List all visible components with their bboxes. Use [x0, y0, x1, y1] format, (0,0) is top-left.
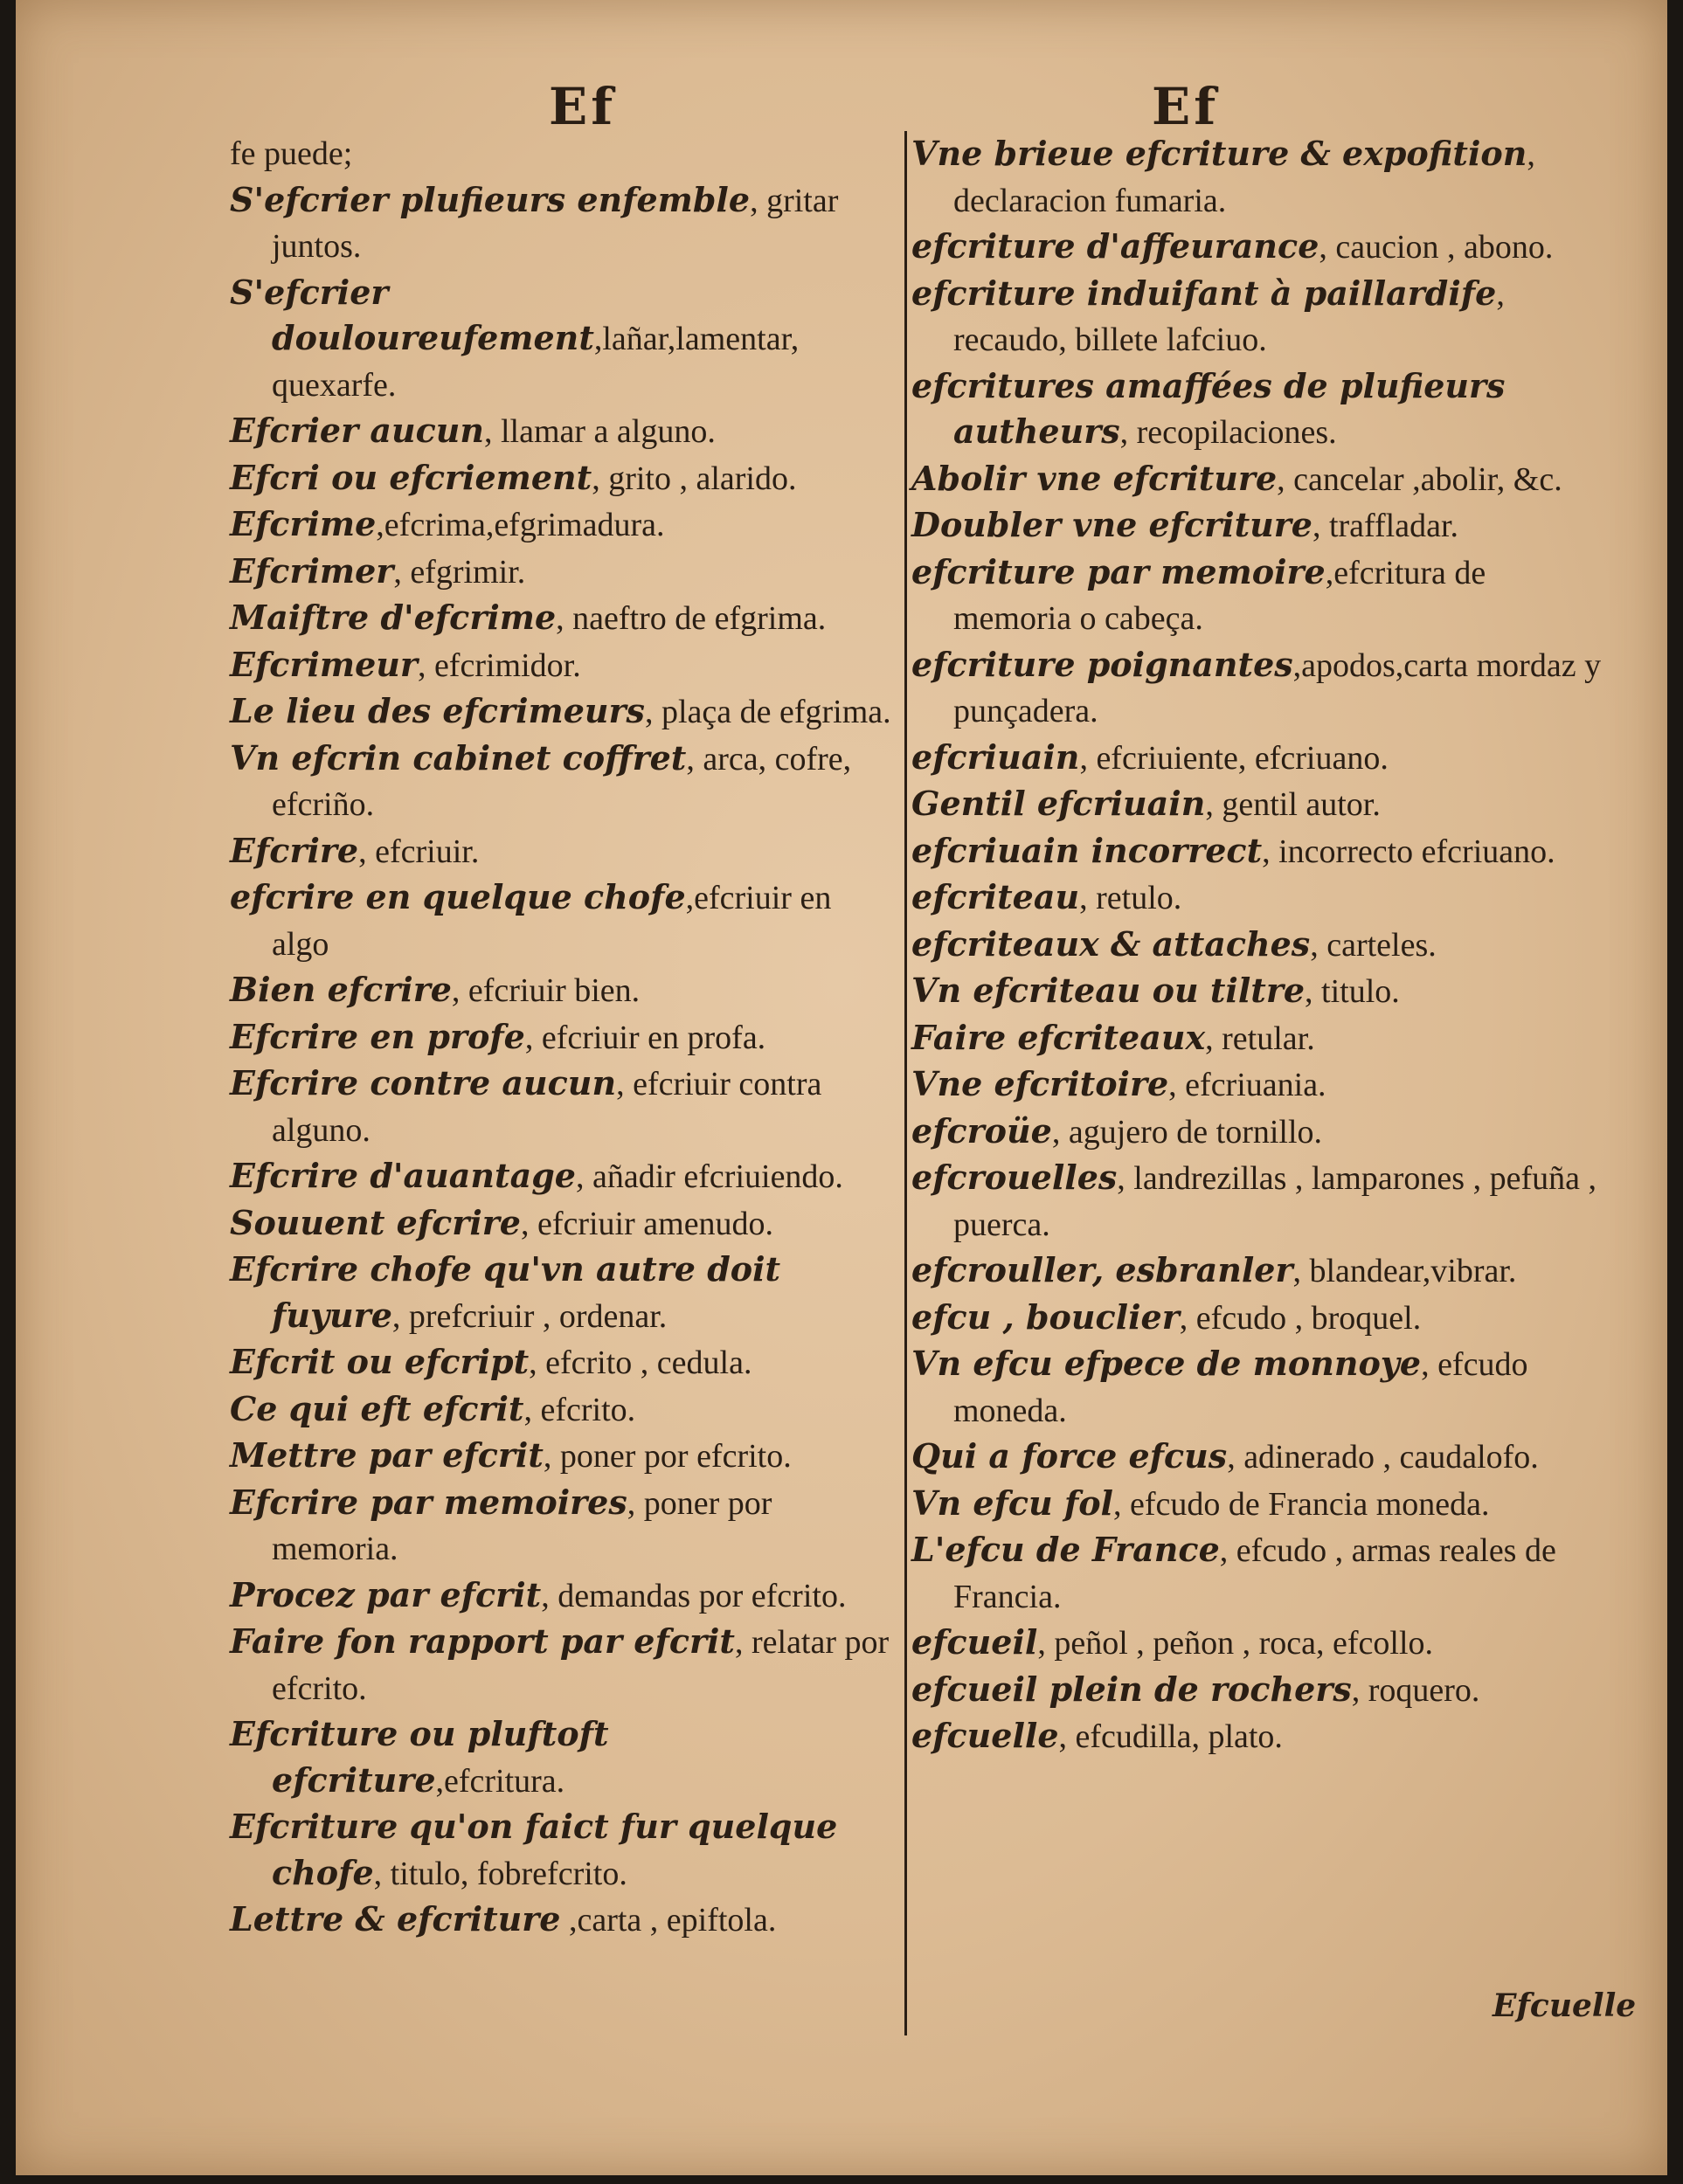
entry-translation: , efcriuir.	[358, 833, 480, 870]
entry-translation: , relatar por efcrito.	[272, 1624, 890, 1707]
entry-translation: , efcudilla, plato.	[1058, 1718, 1283, 1755]
entry-translation: , roquero.	[1351, 1671, 1480, 1709]
dictionary-entry	[230, 1339, 894, 1386]
entry-headword: Efcrimeur	[230, 644, 418, 684]
entry-translation: , efcrimidor.	[417, 646, 581, 684]
dictionary-entry	[230, 131, 894, 177]
entry-headword: Lettre & efcriture	[230, 1899, 561, 1939]
entry-translation: , efcriuiente, efcriuano.	[1079, 739, 1389, 777]
dictionary-entry	[911, 642, 1610, 735]
entry-translation: ,efcrima,efgrimadura.	[376, 507, 665, 543]
entry-headword: Efcrire d'auantage	[230, 1156, 576, 1195]
entry-headword: Vn efcrin cabinet coffret	[230, 737, 687, 778]
dictionary-entry	[230, 1572, 894, 1620]
entry-translation: , cancelar ,abolir, &c.	[1277, 460, 1562, 498]
entry-translation: ,carta , epiftola.	[560, 1902, 777, 1939]
entry-translation: , poner por memoria.	[272, 1484, 772, 1567]
dictionary-entry	[230, 1433, 894, 1480]
right-column	[911, 131, 1610, 1760]
entry-translation: , naeftro de efgrima.	[556, 600, 827, 637]
dictionary-entry	[230, 1200, 894, 1248]
entry-translation: , efcriuir amenudo.	[520, 1205, 774, 1242]
entry-headword: Mettre par efcrit	[230, 1435, 544, 1475]
entry-headword: Vn efcriteau ou tiltre	[911, 971, 1306, 1010]
dictionary-entry	[230, 1061, 894, 1153]
entry-headword: Vn efcu efpece de monnoye	[911, 1344, 1422, 1383]
dictionary-entry	[911, 968, 1610, 1015]
entry-headword: Vne efcritoire	[911, 1064, 1169, 1103]
dictionary-entry	[230, 736, 894, 828]
entry-translation: , prefcriuir , ordenar.	[391, 1297, 668, 1335]
entry-translation: , caucion , abono.	[1319, 229, 1554, 266]
entry-translation: , agujero de tornillo.	[1051, 1113, 1323, 1151]
entry-translation: , efcudo moneda.	[953, 1346, 1528, 1429]
entry-translation: , efcudo , broquel.	[1179, 1299, 1422, 1337]
dictionary-entry	[230, 1711, 894, 1804]
dictionary-entry	[911, 1248, 1610, 1295]
entry-headword: S'efcrier douloureufement	[230, 272, 594, 357]
dictionary-entry	[911, 1295, 1610, 1342]
entry-headword: Efcrire par memoires	[230, 1482, 627, 1522]
entry-headword: efcriture par memoire	[911, 551, 1326, 591]
entry-translation: ,efcritura.	[435, 1762, 565, 1800]
dictionary-entry	[911, 1434, 1610, 1481]
dictionary-entry	[230, 455, 894, 502]
entry-translation: fe puede;	[230, 135, 353, 172]
dictionary-entry	[230, 270, 894, 409]
column-divider	[904, 131, 907, 2035]
dictionary-entry	[230, 595, 894, 642]
entry-translation: ,efcritura de memoria o cabeça.	[953, 554, 1486, 637]
book-page	[16, 0, 1667, 2175]
entry-translation: , adinerado , caudalofo.	[1227, 1439, 1539, 1476]
entry-headword: Efcrire contre aucun	[230, 1063, 617, 1102]
entry-translation: , plaça de efgrima.	[644, 694, 891, 730]
dictionary-entry	[911, 1015, 1610, 1062]
entry-headword: Vn efcu fol	[911, 1482, 1113, 1523]
entry-headword: Qui a force efcus	[911, 1436, 1228, 1476]
entry-translation: , efgrimir.	[393, 553, 526, 591]
entry-headword: efcrouelles	[911, 1158, 1118, 1197]
entry-headword: Gentil efcriuain	[911, 784, 1206, 823]
entry-translation: , recaudo, billete lafciuo.	[953, 275, 1505, 358]
entry-headword: Abolir vne efcriture	[911, 458, 1278, 498]
dictionary-entry	[230, 1897, 894, 1944]
dictionary-entry	[230, 501, 894, 549]
entry-headword: L'efcu de France	[911, 1530, 1220, 1569]
entry-translation: , efcrito , cedula.	[529, 1344, 752, 1381]
entry-headword: Le lieu des efcrimeurs	[230, 691, 645, 730]
entry-headword: Efcriture qu'on faict fur quelque chofe	[230, 1807, 838, 1892]
entry-translation: , retular.	[1205, 1019, 1315, 1057]
entry-headword: efcriture poignantes	[911, 644, 1293, 684]
dictionary-entry	[911, 828, 1610, 875]
entry-translation: , blandear,vibrar.	[1292, 1253, 1517, 1289]
entry-translation: , efcudo , armas reales de Francia.	[953, 1532, 1556, 1615]
entry-translation: , efcriuir contra alguno.	[272, 1066, 822, 1149]
dictionary-entry	[230, 177, 894, 270]
entry-translation: ,lañar,lamentar, quexarfe.	[272, 321, 800, 404]
dictionary-entry	[230, 1619, 894, 1711]
entry-translation: , grito , alarido.	[592, 460, 797, 497]
dictionary-entry	[230, 549, 894, 596]
entry-translation: , gentil autor.	[1205, 786, 1381, 823]
dictionary-entry	[911, 502, 1610, 549]
entry-headword: Efcrire	[230, 830, 359, 870]
dictionary-entry	[230, 1153, 894, 1200]
dictionary-entry	[230, 967, 894, 1014]
entry-headword: efcriture d'affeurance	[911, 226, 1319, 266]
dictionary-entry	[230, 1247, 894, 1339]
dictionary-entry	[911, 131, 1610, 224]
entry-headword: Procez par efcrit	[230, 1574, 542, 1614]
entry-translation: , arca, cofre, efcriño.	[272, 740, 852, 823]
dictionary-entry	[230, 1804, 894, 1897]
entry-headword: Efcrime	[230, 504, 377, 543]
entry-translation: , recopilaciones.	[1119, 414, 1337, 451]
dictionary-entry	[911, 922, 1610, 969]
entry-headword: S'efcrier plufieurs enfemble	[230, 179, 751, 219]
dictionary-entry	[911, 363, 1610, 456]
dictionary-entry	[230, 1480, 894, 1572]
entry-translation: , traffladar.	[1312, 508, 1459, 544]
entry-translation: , declaracion fumaria.	[953, 136, 1535, 219]
catchword: Efcuelle	[1493, 1987, 1637, 2024]
entry-translation: , gritar juntos.	[272, 182, 839, 265]
dictionary-entry	[911, 1481, 1610, 1528]
running-head-left: Ef	[549, 77, 617, 136]
entry-translation: , incorrecto efcriuano.	[1262, 833, 1555, 870]
entry-headword: Maiftre d'efcrime	[230, 598, 557, 637]
entry-headword: efcrouller, esbranler	[911, 1250, 1293, 1289]
entry-translation: ,apodos,carta mordaz y punçadera.	[953, 646, 1602, 729]
entry-headword: efcriture induifant à paillardife	[911, 273, 1497, 313]
entry-headword: efcu , bouclier	[911, 1296, 1180, 1337]
entry-headword: Faire fon rapport par efcrit	[230, 1621, 735, 1661]
dictionary-entry	[911, 1109, 1610, 1156]
dictionary-entry	[911, 1155, 1610, 1248]
entry-headword: efcueil plein de rochers	[911, 1669, 1352, 1709]
entry-translation: , titulo, fobrefcrito.	[373, 1855, 627, 1892]
dictionary-entry	[230, 828, 894, 875]
entry-headword: Efcrier aucun	[230, 411, 484, 450]
entry-headword: Efcrire en profe	[230, 1016, 525, 1056]
dictionary-entry	[230, 874, 894, 967]
entry-translation: , efcrito.	[523, 1391, 636, 1428]
entry-translation: , carteles.	[1310, 926, 1437, 964]
entry-headword: Bien efcrire	[230, 970, 452, 1009]
entry-headword: Doubler vne efcriture	[911, 505, 1312, 544]
entry-headword: efcuelle	[911, 1716, 1059, 1755]
dictionary-entry	[230, 408, 894, 455]
entry-translation: , retulo.	[1079, 880, 1182, 916]
dictionary-entry	[911, 1713, 1610, 1760]
entry-headword: efcrire en quelque chofe	[230, 877, 686, 916]
entry-translation: ,efcriuir en algo	[272, 880, 832, 963]
entry-headword: efcriteau	[911, 877, 1080, 916]
entry-translation: , efcriuania.	[1168, 1067, 1326, 1103]
entry-headword: efcriuain incorrect	[911, 830, 1263, 870]
entry-translation: , peñol , peñon , roca, efcollo.	[1037, 1625, 1434, 1662]
entry-headword: efcritures amaffées de plufieurs autheurs	[911, 365, 1506, 451]
dictionary-entry	[230, 1014, 894, 1061]
entry-translation: , poner por efcrito.	[543, 1438, 792, 1475]
entry-headword: Souuent efcrire	[230, 1202, 521, 1242]
entry-headword: Faire efcriteaux	[911, 1017, 1206, 1057]
dictionary-entry	[911, 781, 1610, 828]
entry-headword: Efcrimer	[230, 550, 394, 591]
entry-translation: , añadir efcriuiendo.	[575, 1158, 843, 1195]
dictionary-entry	[230, 642, 894, 689]
dictionary-entry	[911, 1527, 1610, 1620]
dictionary-entry	[230, 1386, 894, 1434]
entry-translation: , efcudo de Francia moneda.	[1113, 1485, 1490, 1523]
entry-translation: , efcriuir en profa.	[524, 1019, 766, 1056]
dictionary-entry	[911, 224, 1610, 271]
dictionary-entry	[911, 1061, 1610, 1109]
dictionary-entry	[911, 1620, 1610, 1667]
dictionary-entry	[911, 735, 1610, 782]
dictionary-entry	[911, 549, 1610, 642]
dictionary-entry	[911, 1667, 1610, 1714]
entry-headword: Efcri ou efcriement	[230, 457, 592, 497]
entry-headword: Efcrit ou efcript	[230, 1342, 530, 1381]
dictionary-entry	[911, 1341, 1610, 1434]
running-head-right: Ef	[1152, 77, 1220, 136]
entry-headword: efcriuain	[911, 736, 1080, 777]
entry-headword: efcueil	[911, 1622, 1038, 1662]
entry-translation: , landrezillas , lamparones , pefuña , puerca.	[953, 1160, 1596, 1243]
dictionary-entry	[911, 456, 1610, 503]
entry-headword: Vne brieue efcriture & expofition	[911, 134, 1527, 173]
entry-headword: efcroüe	[911, 1110, 1052, 1151]
entry-headword: Ce qui eft efcrit	[230, 1388, 524, 1428]
entry-headword: Efcriture ou pluftoft efcriture	[230, 1714, 609, 1800]
entry-translation: , demandas por efcrito.	[541, 1577, 847, 1614]
entry-headword: Efcrire chofe qu'vn autre doit fuyure	[230, 1249, 781, 1335]
dictionary-entry	[230, 688, 894, 736]
entry-translation: , efcriuir bien.	[451, 972, 641, 1009]
dictionary-entry	[911, 874, 1610, 922]
entry-translation: , llamar a alguno.	[483, 413, 716, 450]
entry-headword: efcriteaux & attaches	[911, 923, 1311, 964]
dictionary-entry	[911, 271, 1610, 363]
entry-translation: , titulo.	[1305, 973, 1400, 1010]
left-column	[230, 131, 894, 1944]
